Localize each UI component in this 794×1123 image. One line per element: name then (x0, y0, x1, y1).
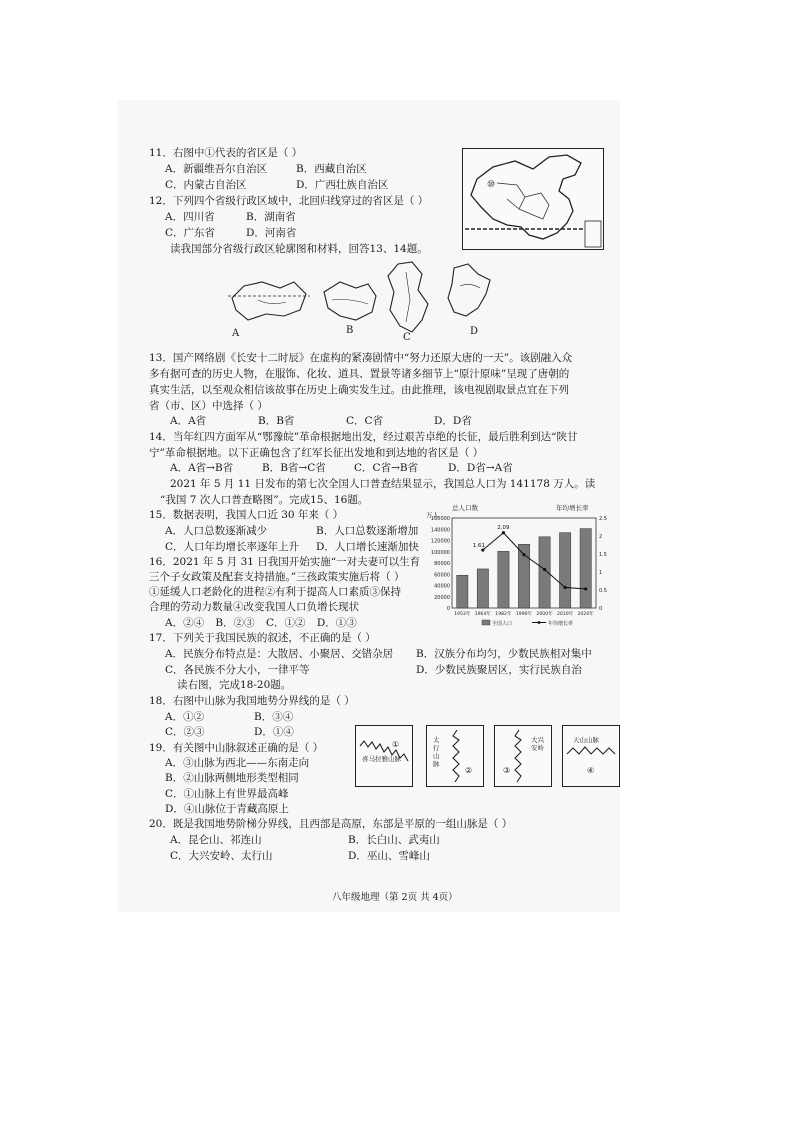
q15-option-a[interactable]: A．人口总数逐渐减少 (165, 525, 268, 537)
growth-rate-point (502, 531, 505, 534)
q13-line-4: 省（市、区）中选择（ ） (149, 400, 268, 412)
mountain-number-2: ② (465, 766, 473, 775)
q11-option-a[interactable]: A．新疆维吾尔自治区 (165, 163, 268, 175)
mountain-number-4: ④ (587, 766, 595, 775)
right-tick-label: 0 (599, 606, 603, 612)
growth-rate-point (564, 586, 567, 589)
outline-label-d: D (470, 326, 479, 337)
q11-option-b[interactable]: B．西藏自治区 (296, 163, 367, 175)
chart-right-title: 年均增长率 (556, 504, 589, 512)
left-tick-label: 160000 (430, 516, 450, 522)
q18-option-a[interactable]: A．①② (165, 711, 205, 723)
q17-option-c[interactable]: C．各民族不分大小，一律平等 (165, 664, 310, 676)
population-bar (477, 569, 488, 608)
right-tick-label: 1 (599, 570, 603, 576)
left-tick-label: 80000 (434, 561, 450, 567)
mountain-number-3: ③ (503, 766, 511, 775)
q14-line-1: 14．当年红四方面军从“鄂豫皖”革命根据地出发，经过艰苦卓绝的长征，最后胜利到达“陕甘 (149, 431, 578, 443)
legend-swatch-population (482, 620, 490, 625)
mountain-ridge-3 (495, 726, 551, 786)
q15-option-c[interactable]: C．人口年均增长率逐年上升 (165, 541, 300, 553)
svg-text:⑩: ⑩ (487, 180, 496, 190)
mountain-panel-1 (355, 725, 413, 787)
outline-label-a: A (232, 328, 240, 339)
q12-option-a[interactable]: A．四川省 (165, 211, 215, 223)
left-tick-label: 0 (446, 606, 450, 612)
right-tick-label: 2.5 (599, 516, 607, 522)
q20-option-a[interactable]: A．昆仑山、祁连山 (170, 834, 262, 846)
q20-option-b[interactable]: B．长白山、武夷山 (348, 834, 440, 846)
q19-option-b[interactable]: B．②山脉两侧地形类型相同 (165, 772, 299, 784)
population-bar (559, 533, 570, 608)
q17-option-d[interactable]: D．少数民族聚居区，实行民族自治 (416, 664, 582, 676)
x-tick-label: 1964年 (474, 612, 492, 617)
q20-stem: 20．既是我国地势阶梯分界线，且西部是高原，东部是平原的一组山脉是（ ） (149, 818, 513, 830)
q16-line-4: 合理的劳动力数量④改变我国人口负增长现状 (149, 601, 359, 613)
q19-option-a[interactable]: A．③山脉为西北——东南走向 (165, 757, 310, 769)
mountain-label-1: 喜马拉雅山脉 (362, 755, 401, 763)
data-label: 1.61 (472, 543, 485, 550)
q15-stem: 15．数据表明，我国人口近 30 年来（ ） (149, 509, 344, 521)
legend-point-rate (538, 621, 541, 624)
q14-option-d[interactable]: D．D省→A省 (448, 462, 513, 474)
q19-option-d[interactable]: D．④山脉位于青藏高原上 (165, 803, 289, 815)
q12-option-b[interactable]: B．湖南省 (246, 211, 296, 223)
left-tick-label: 40000 (434, 583, 450, 590)
x-tick-label: 1953年 (454, 612, 471, 617)
q11-stem: 11．右图中①代表的省区是（ ） (149, 147, 303, 159)
outline-label-c: C (403, 332, 411, 343)
q17-option-a[interactable]: A．民族分布特点是：大散居、小聚居、交错杂居 (165, 648, 394, 660)
mountain-label-3: 大兴安岭 (531, 736, 544, 752)
data-label: 2.09 (497, 524, 510, 531)
q13-option-c[interactable]: C．C省 (346, 415, 384, 427)
q18-option-b[interactable]: B．③④ (254, 711, 294, 723)
x-tick-label: 2000年 (536, 612, 553, 617)
right-tick-label: 1.5 (599, 552, 607, 558)
right-tick-label: 2 (599, 534, 603, 540)
q17-option-b[interactable]: B．汉族分布均匀，少数民族相对集中 (416, 648, 592, 660)
q20-option-d[interactable]: D．巫山、雪峰山 (348, 850, 430, 862)
left-tick-label: 20000 (434, 594, 450, 601)
legend-label-population: 全国人口 (492, 621, 513, 627)
x-tick-label: 2010年 (556, 612, 574, 617)
q14-option-a[interactable]: A．A省→B省 (170, 462, 234, 474)
population-census-chart (424, 500, 610, 630)
x-tick-label: 2020年 (577, 612, 594, 617)
intro-18-20: 读右图，完成18-20题。 (177, 679, 292, 691)
page-footer: 八年级地理（第 2页 共 4页） (332, 892, 458, 903)
mountain-label-4: 天山山脉 (573, 736, 599, 744)
q13-line-2: 多有据可查的历史人物，在服饰、化妆、道具、置景等诸多细节上“原汁原味”呈现了唐朝的 (149, 368, 570, 380)
q16-line-1: 16．2021 年 5 月 31 日我国开始实施“一对夫妻可以生育 (149, 556, 421, 568)
q14-line-2: 宁”革命根据地。以下正确包含了红军长征出发地和到达地的省区是（ ） (149, 447, 484, 459)
mountain-label-2: 太行山脉 (433, 736, 440, 768)
china-outline (463, 149, 603, 249)
q12-option-c[interactable]: C．广东省 (165, 227, 216, 239)
mountain-number-1: ① (392, 740, 400, 749)
q16-line-3: ①延缓人口老龄化的进程②有利于提高人口素质③保持 (149, 586, 401, 598)
population-bar (580, 529, 591, 608)
q13-line-1: 13．国产网络剧《长安十二时辰》在虚构的紧凑剧情中“努力还原大唐的一天”。该剧融入众 (149, 352, 573, 364)
q12-stem: 12．下列四个省级行政区域中，北回归线穿过的省区是（ ） (149, 195, 429, 207)
q13-option-a[interactable]: A．A省 (170, 415, 207, 427)
q16-options[interactable]: A．②④ B．②③ C．①② D．①③ (165, 617, 357, 629)
q19-option-c[interactable]: C．①山脉上有世界最高峰 (165, 788, 289, 800)
q14-option-c[interactable]: C．C省→B省 (354, 462, 419, 474)
q11-option-d[interactable]: D．广西壮族自治区 (296, 179, 389, 191)
q15-option-d[interactable]: D．人口增长速渐加快 (316, 541, 419, 553)
left-tick-label: 60000 (434, 572, 450, 579)
population-bar (498, 551, 509, 608)
x-tick-label: 1982年 (495, 612, 512, 617)
q19-stem: 19．有关图中山脉叙述正确的是（ ） (149, 742, 324, 754)
intro-15-16-line-1: 2021 年 5 月 11 日发布的第七次全国人口普查结果显示，我国总人口为 141178 万人。读 (170, 478, 596, 490)
china-map (462, 148, 604, 250)
growth-rate-point (522, 553, 525, 556)
q13-option-b[interactable]: B．B省 (258, 415, 295, 427)
intro-15-16-line-2: “我国 7 次人口普查略图”。完成15、16题。 (160, 494, 369, 506)
mountain-panel-2 (426, 725, 484, 787)
intro-13-14: 读我国部分省级行政区轮廓图和材料，回答13、14题。 (170, 243, 428, 255)
population-bar (457, 575, 468, 608)
growth-rate-point (584, 587, 587, 590)
q18-option-d[interactable]: D．①④ (254, 726, 294, 738)
q20-option-c[interactable]: C．大兴安岭、太行山 (170, 850, 273, 862)
chart-left-title: 总人口数 (452, 504, 478, 512)
left-tick-label: 100000 (430, 549, 450, 556)
left-tick-label: 140000 (430, 527, 450, 534)
mountain-panel-3 (494, 725, 552, 787)
q13-option-d[interactable]: D．D省 (434, 415, 472, 427)
q18-stem: 18．右图中山脉为我国地势分界线的是（ ） (149, 695, 355, 707)
q14-option-b[interactable]: B．B省→C省 (262, 462, 326, 474)
q18-option-c[interactable]: C．②③ (165, 726, 205, 738)
q13-line-3: 真实生活，以至观众相信该故事在历史上确实发生过。由此推理，该电视剧取景点宜在下列 (149, 384, 569, 396)
right-tick-label: 0.5 (599, 588, 607, 594)
outline-label-b: B (346, 325, 354, 336)
q12-option-d[interactable]: D．河南省 (246, 227, 297, 239)
q11-option-c[interactable]: C．内蒙古自治区 (165, 179, 247, 191)
q15-option-b[interactable]: B．人口总数逐渐增加 (316, 525, 419, 537)
growth-rate-point (543, 568, 546, 571)
x-tick-label: 1990年 (515, 612, 533, 617)
q16-line-2: 三个子女政策及配套支持措施。”三孩政策实施后将（ ） (149, 571, 405, 583)
mountain-panel-4 (562, 725, 620, 787)
chart-left-unit: 万人 (426, 511, 439, 519)
left-tick-label: 120000 (430, 538, 450, 545)
q17-stem: 17．下列关于我国民族的叙述，不正确的是（ ） (149, 632, 376, 644)
legend-label-rate: 年均增长率 (548, 621, 574, 627)
